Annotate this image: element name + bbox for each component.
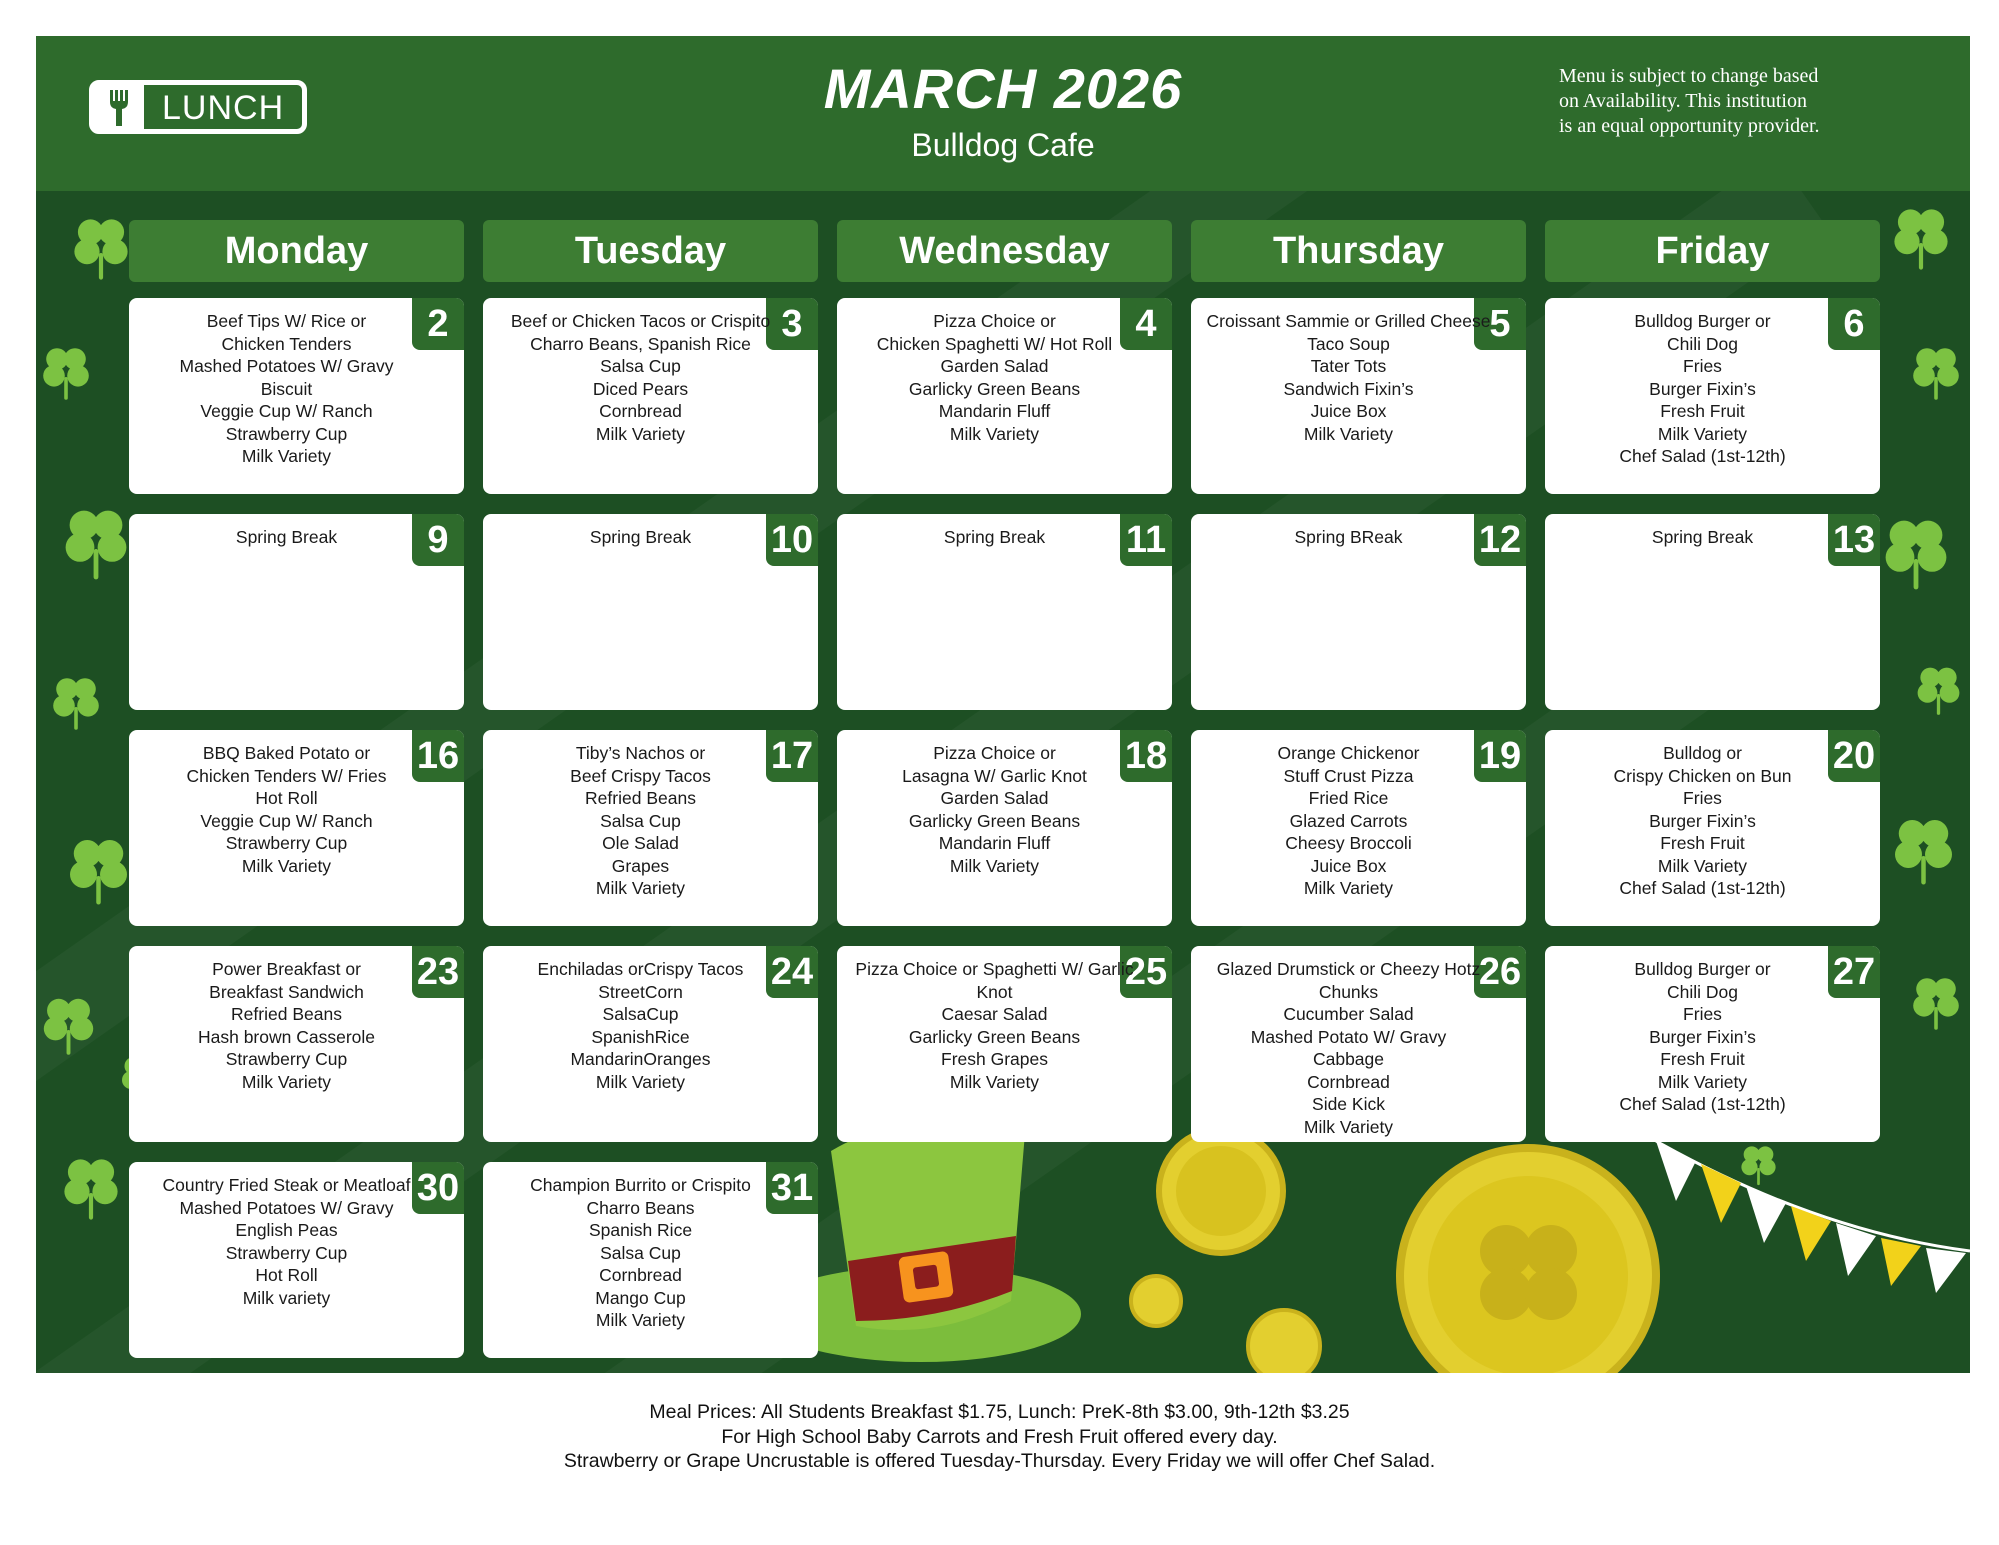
menu-item: Glazed Drumstick or Cheezy Hotz [1216, 959, 1481, 979]
shamrock-icon [1876, 511, 1956, 591]
menu-list [493, 310, 788, 445]
footer-notes [0, 1400, 1999, 1474]
gold-coin-icon [1248, 1310, 1320, 1373]
date-number: 31 [766, 1162, 818, 1214]
menu-item: Glazed Carrots [1289, 810, 1408, 831]
menu-item: Milk Variety [1657, 1071, 1748, 1092]
menu-item: Charro Beans [586, 1197, 695, 1218]
day-cell [483, 730, 818, 926]
menu-list [1555, 958, 1850, 1116]
menu-list [493, 526, 788, 549]
notice-line: on Availability. This institution [1559, 90, 1807, 112]
menu-item: Burger Fixin’s [1649, 810, 1756, 831]
day-cell [837, 298, 1172, 494]
menu-item: Chef Salad (1st-12th) [1619, 446, 1786, 466]
menu-item: Garden Salad [940, 788, 1049, 808]
menu-item: Breakfast Sandwich [209, 981, 364, 1002]
menu-item: Spring Break [1651, 527, 1754, 547]
menu-list [493, 958, 788, 1093]
day-cell [1545, 514, 1880, 710]
menu-item: Fresh Fruit [1660, 833, 1745, 853]
menu-list [1555, 310, 1850, 468]
menu-item: Bulldog Burger or [1634, 959, 1771, 979]
menu-item: Hot Roll [255, 788, 318, 808]
menu-item: Cornbread [599, 401, 682, 421]
menu-item: Lasagna W/ Garlic Knot [902, 765, 1087, 786]
menu-item: Spring Break [589, 527, 692, 547]
menu-item: Side Kick [1312, 1094, 1385, 1114]
menu-item: Chunks [1318, 981, 1379, 1002]
menu-item: Milk Variety [949, 1071, 1040, 1092]
menu-item: Bulldog or [1663, 743, 1742, 763]
menu-list [493, 1174, 788, 1332]
menu-item: Milk Variety [1303, 423, 1394, 444]
menu-item: Mandarin Fluff [938, 833, 1051, 853]
menu-list [139, 742, 434, 877]
day-cell [1191, 514, 1526, 710]
date-number: 25 [1120, 946, 1172, 998]
menu-item: Strawberry Cup [225, 1242, 348, 1263]
menu-item: Refried Beans [231, 1004, 342, 1024]
menu-item: Spanish Rice [588, 1220, 693, 1240]
logo-label: LUNCH [162, 89, 285, 127]
date-number: 5 [1474, 298, 1526, 350]
menu-item: Milk Variety [595, 1071, 686, 1092]
menu-list [139, 1174, 434, 1309]
footer-line: For High School Baby Carrots and Fresh Fruit offered every day. [721, 1425, 1278, 1448]
date-number: 20 [1828, 730, 1880, 782]
menu-item: Pizza Choice or [933, 743, 1056, 763]
gold-coin-icon [1159, 1129, 1283, 1253]
menu-item: Salsa Cup [600, 356, 681, 376]
shamrock-icon [1736, 1141, 1781, 1186]
menu-item: SalsaCup [602, 1004, 679, 1024]
shamrock-icon [36, 991, 101, 1056]
menu-item: Garlicky Green Beans [908, 378, 1081, 399]
day-cell [837, 514, 1172, 710]
menu-item: Strawberry Cup [225, 833, 348, 853]
menu-item: Mashed Potatoes W/ Gravy [179, 1197, 394, 1218]
shamrock-icon [46, 671, 106, 731]
menu-list [1201, 742, 1496, 900]
date-number: 23 [412, 946, 464, 998]
day-cell [483, 946, 818, 1142]
date-number: 18 [1120, 730, 1172, 782]
menu-item: Biscuit [260, 378, 313, 399]
footer-line: Strawberry or Grape Uncrustable is offered Tuesday-Thursday. Every Friday we will offer Chef Salad. [563, 1450, 1436, 1472]
menu-item: Cornbread [599, 1265, 682, 1285]
day-header-thursday: Thursday [1191, 220, 1526, 282]
menu-item: Grapes [611, 855, 670, 876]
menu-item: Fresh Grapes [941, 1049, 1048, 1069]
day-cell [1191, 730, 1526, 926]
menu-item: Milk Variety [241, 1071, 332, 1092]
menu-item: Fresh Fruit [1660, 401, 1745, 421]
menu-item: Beef or Chicken Tacos or Crispito [510, 311, 771, 331]
menu-item: Beef Crispy Tacos [570, 765, 711, 786]
menu-item: Salsa Cup [600, 810, 681, 831]
menu-item: Tater Tots [1310, 356, 1387, 376]
gold-coin-icon [1131, 1276, 1181, 1326]
footer-line: Meal Prices: All Students Breakfast $1.75, Lunch: PreK-8th $3.00, 9th-12th $3.25 [649, 1401, 1350, 1423]
shamrock-icon [1906, 971, 1966, 1031]
shamrock-icon [56, 501, 136, 581]
menu-item: Strawberry Cup [225, 1049, 348, 1069]
menu-list [847, 958, 1142, 1093]
menu-item: Stuff Crust Pizza [1283, 765, 1414, 786]
menu-item: Milk Variety [949, 855, 1040, 876]
menu-item: Garlicky Green Beans [908, 810, 1081, 831]
menu-item: Fries [1683, 788, 1722, 808]
header-banner [36, 36, 1970, 191]
gold-coin-icon [1400, 1148, 1656, 1373]
menu-item: Burger Fixin’s [1649, 378, 1756, 399]
menu-item: Strawberry Cup [225, 423, 348, 444]
day-cell [129, 514, 464, 710]
shamrock-icon [1886, 811, 1961, 886]
date-number: 2 [412, 298, 464, 350]
day-header-wednesday: Wednesday [837, 220, 1172, 282]
day-cell [129, 298, 464, 494]
day-cell [1545, 730, 1880, 926]
menu-item: Pizza Choice or [933, 311, 1056, 331]
menu-item: Cornbread [1307, 1071, 1390, 1092]
date-number: 4 [1120, 298, 1172, 350]
date-number: 26 [1474, 946, 1526, 998]
menu-item: Milk Variety [595, 423, 686, 444]
date-number: 27 [1828, 946, 1880, 998]
menu-item: Chicken Tenders W/ Fries [186, 765, 387, 786]
menu-list [847, 526, 1142, 549]
menu-item: Spring BReak [1294, 527, 1403, 547]
menu-item: Cheesy Broccoli [1285, 833, 1412, 853]
date-number: 19 [1474, 730, 1526, 782]
menu-item: Power Breakfast or [212, 959, 361, 979]
menu-item: Mashed Potato W/ Gravy [1250, 1026, 1447, 1047]
menu-list [1201, 526, 1496, 549]
menu-item: Milk variety [242, 1287, 331, 1308]
menu-list [1201, 310, 1496, 445]
menu-item: Fries [1683, 1004, 1722, 1024]
menu-item: Salsa Cup [600, 1242, 681, 1263]
menu-item: Spring Break [235, 527, 338, 547]
day-cell [129, 946, 464, 1142]
menu-item: Milk Variety [241, 855, 332, 876]
menu-item: Chili Dog [1667, 333, 1738, 354]
date-number: 9 [412, 514, 464, 566]
day-header-monday: Monday [129, 220, 464, 282]
menu-item: Sandwich Fixin’s [1283, 378, 1414, 399]
menu-list [1555, 526, 1850, 549]
menu-item: Juice Box [1310, 401, 1387, 421]
date-number: 13 [1828, 514, 1880, 566]
menu-item: Milk Variety [1303, 1116, 1394, 1137]
menu-item: Milk Variety [595, 1310, 686, 1330]
day-header-friday: Friday [1545, 220, 1880, 282]
menu-item: Fried Rice [1308, 788, 1389, 808]
day-cell [483, 298, 818, 494]
menu-item: Veggie Cup W/ Ranch [200, 401, 373, 421]
menu-item: Croissant Sammie or Grilled Cheese [1206, 311, 1491, 331]
day-header-tuesday: Tuesday [483, 220, 818, 282]
menu-item: Orange Chickenor [1277, 743, 1420, 763]
date-number: 16 [412, 730, 464, 782]
menu-item: Chef Salad (1st-12th) [1619, 878, 1786, 898]
menu-list [1201, 958, 1496, 1138]
menu-item: Burger Fixin’s [1649, 1026, 1756, 1047]
menu-list [1555, 742, 1850, 900]
menu-item: Cabbage [1312, 1049, 1385, 1069]
menu-item: MandarinOranges [570, 1049, 711, 1069]
day-cell [483, 1162, 818, 1358]
shamrock-icon [1906, 341, 1966, 401]
menu-item: Hash brown Casserole [197, 1026, 376, 1047]
menu-item: Country Fried Steak or Meatloaf [162, 1175, 411, 1195]
menu-item: Charro Beans, Spanish Rice [530, 333, 751, 354]
menu-item: Juice Box [1310, 855, 1387, 876]
menu-item: BBQ Baked Potato or [202, 743, 371, 763]
date-number: 3 [766, 298, 818, 350]
menu-item: Spring Break [943, 527, 1046, 547]
bunting-icon [1656, 1141, 1970, 1293]
menu-item: StreetCorn [598, 981, 683, 1002]
menu-item: Cucumber Salad [1283, 1004, 1414, 1024]
menu-list [139, 958, 434, 1093]
shamrock-icon [61, 831, 136, 906]
menu-item: English Peas [235, 1220, 338, 1240]
menu-item: Bulldog Burger or [1634, 311, 1771, 331]
date-number: 11 [1120, 514, 1172, 566]
menu-item: Milk Variety [595, 878, 686, 898]
menu-item: Milk Variety [1657, 855, 1748, 876]
menu-item: Pizza Choice or Spaghetti W/ Garlic [855, 959, 1134, 979]
menu-item: Refried Beans [585, 788, 696, 808]
notice-line: Menu is subject to change based [1559, 65, 1819, 87]
day-cell [837, 730, 1172, 926]
menu-item: Milk Variety [949, 423, 1040, 444]
day-cell [1545, 298, 1880, 494]
date-number: 17 [766, 730, 818, 782]
shamrock-icon [56, 1151, 126, 1221]
shamrock-icon [1886, 201, 1956, 271]
day-cell [129, 730, 464, 926]
menu-item: Fresh Fruit [1660, 1049, 1745, 1069]
menu-list [847, 742, 1142, 877]
menu-list [493, 742, 788, 900]
date-number: 6 [1828, 298, 1880, 350]
menu-item: Tiby’s Nachos or [575, 743, 706, 763]
menu-item: Mashed Potatoes W/ Gravy [179, 356, 394, 376]
menu-item: Crispy Chicken on Bun [1613, 765, 1792, 786]
day-cell [837, 946, 1172, 1142]
page-title: MARCH 2026 [823, 57, 1183, 120]
menu-item: Ole Salad [602, 833, 679, 853]
menu-item: Mango Cup [595, 1287, 686, 1308]
menu-item: SpanishRice [591, 1026, 690, 1047]
page-subtitle: Bulldog Cafe [911, 127, 1095, 163]
day-cell [1191, 298, 1526, 494]
menu-item: Beef Tips W/ Rice or [206, 311, 367, 331]
day-cell [1545, 946, 1880, 1142]
menu-list [847, 310, 1142, 445]
menu-item: Knot [976, 981, 1013, 1002]
menu-item: Veggie Cup W/ Ranch [200, 810, 373, 831]
date-number: 30 [412, 1162, 464, 1214]
menu-list [139, 310, 434, 468]
menu-item: Garden Salad [940, 356, 1049, 376]
shamrock-icon [66, 211, 136, 281]
date-number: 10 [766, 514, 818, 566]
shamrock-icon [1911, 661, 1966, 716]
menu-item: Milk Variety [1657, 423, 1748, 444]
menu-list [139, 526, 434, 549]
menu-item: Caesar Salad [941, 1004, 1048, 1024]
day-cell [483, 514, 818, 710]
availability-notice [1559, 64, 1869, 139]
menu-item: Chef Salad (1st-12th) [1619, 1094, 1786, 1114]
menu-item: Hot Roll [255, 1265, 318, 1285]
menu-item: Champion Burrito or Crispito [530, 1175, 751, 1195]
date-number: 12 [1474, 514, 1526, 566]
day-cell [129, 1162, 464, 1358]
menu-item: Chicken Tenders [221, 333, 352, 354]
menu-item: Mandarin Fluff [938, 401, 1051, 421]
menu-item: Fries [1683, 356, 1722, 376]
menu-item: Milk Variety [241, 446, 332, 466]
menu-item: Diced Pears [592, 378, 689, 399]
menu-item: Chili Dog [1667, 981, 1738, 1002]
notice-line: is an equal opportunity provider. [1559, 115, 1820, 137]
menu-item: Milk Variety [1303, 878, 1394, 898]
menu-item: Enchiladas orCrispy Tacos [537, 959, 744, 979]
date-number: 24 [766, 946, 818, 998]
day-cell [1191, 946, 1526, 1142]
menu-item: Chicken Spaghetti W/ Hot Roll [876, 333, 1113, 354]
shamrock-icon [36, 341, 96, 401]
menu-item: Garlicky Green Beans [908, 1026, 1081, 1047]
menu-item: Taco Soup [1307, 333, 1390, 354]
